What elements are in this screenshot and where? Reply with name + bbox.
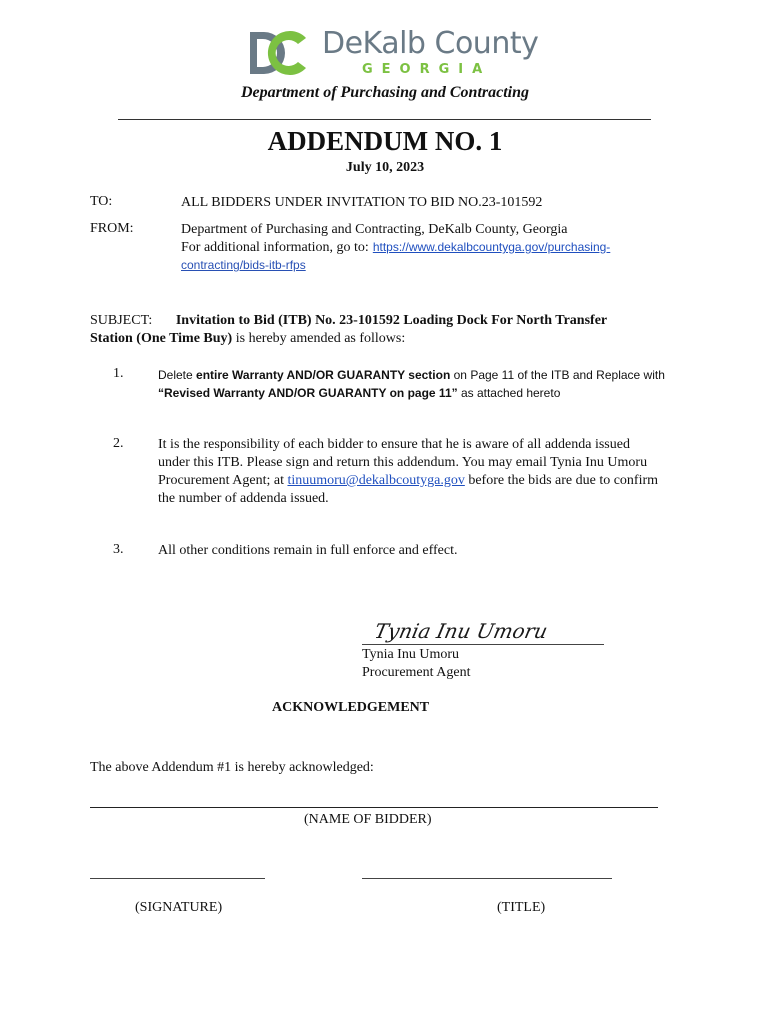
item-1-part: Delete (158, 368, 197, 382)
info-link-continuation[interactable] (181, 256, 306, 274)
signature-script: Tynia Inu Umoru (376, 619, 550, 643)
bidder-title-line[interactable] (362, 878, 612, 879)
purchasing-link[interactable]: https://www.dekalbcountyga.gov/purchasing- (372, 240, 611, 254)
item-2-line: under this ITB. Please sign and return this addendum. You may email Tynia Inu Umoru (158, 455, 648, 470)
item-2-text (158, 436, 718, 508)
item-1-part-2: as attached hereto (457, 386, 561, 400)
signatory-name: Tynia Inu Umoru (362, 647, 460, 662)
item-1-bold: entire Warranty AND/OR GUARANTY section (196, 368, 451, 382)
bidder-name-label: (NAME OF BIDDER) (304, 812, 432, 827)
item-3-number: 3. (113, 542, 124, 557)
title-label: (TITLE) (497, 900, 546, 915)
logo-name: DeKalb County (322, 26, 539, 61)
item-1-part: on Page 11 of the ITB and Replace with (450, 368, 665, 382)
info-line (181, 238, 610, 257)
acknowledgement-statement: The above Addendum #1 is hereby acknowledged: (90, 760, 374, 775)
dekalb-logo-mark-icon (248, 28, 310, 78)
acknowledgement-heading: ACKNOWLEDGEMENT (272, 700, 430, 715)
info-prefix: For additional information, go to: (181, 240, 369, 255)
subject-rest: is hereby amended as follows: (235, 331, 406, 346)
subject-title: Invitation to Bid (ITB) No. 23-101592 Loading Dock For North Transfer (175, 313, 608, 328)
item-2-line: Procurement Agent; at (158, 473, 288, 488)
department-heading: Department of Purchasing and Contracting (240, 84, 530, 101)
to-label: TO: (90, 194, 113, 209)
subject-line-1 (90, 312, 607, 330)
item-1-bold-2: “Revised Warranty AND/OR GUARANTY on page 11” (158, 386, 458, 400)
item-2-line: It is the responsibility of each bidder to ensure that he is aware of all addenda issued (158, 437, 630, 452)
handwritten-signature (376, 616, 576, 646)
purchasing-link-line2[interactable]: contracting/bids-itb-rfps (181, 258, 306, 272)
item-1-text (158, 366, 718, 402)
email-link[interactable]: tinuumoru@dekalbcoutyga.gov (287, 473, 465, 488)
bidder-signature-line[interactable] (90, 878, 265, 879)
item-1-number: 1. (113, 366, 124, 381)
header-divider (118, 119, 651, 120)
item-2-line: before the bids are due to confirm (464, 473, 659, 488)
logo-state: GEORGIA (362, 62, 492, 77)
signature-line (362, 644, 604, 645)
item-2-number: 2. (113, 436, 124, 451)
subject-label: SUBJECT: (90, 313, 153, 328)
item-2-line: the number of addenda issued. (158, 491, 329, 506)
addendum-title: ADDENDUM NO. 1 (267, 126, 503, 156)
signature-label: (SIGNATURE) (135, 900, 223, 915)
bidder-name-line[interactable] (90, 807, 658, 808)
signatory-title: Procurement Agent (362, 665, 471, 680)
from-label: FROM: (90, 221, 134, 236)
from-value: Department of Purchasing and Contracting, DeKalb County, Georgia (181, 222, 568, 237)
to-value: ALL BIDDERS UNDER INVITATION TO BID NO.23-101592 (181, 195, 543, 210)
subject-title-cont: Station (One Time Buy) (90, 331, 233, 346)
item-3-text: All other conditions remain in full enforce and effect. (158, 543, 458, 558)
subject-line-2 (90, 330, 405, 348)
addendum-date: July 10, 2023 (345, 160, 425, 175)
